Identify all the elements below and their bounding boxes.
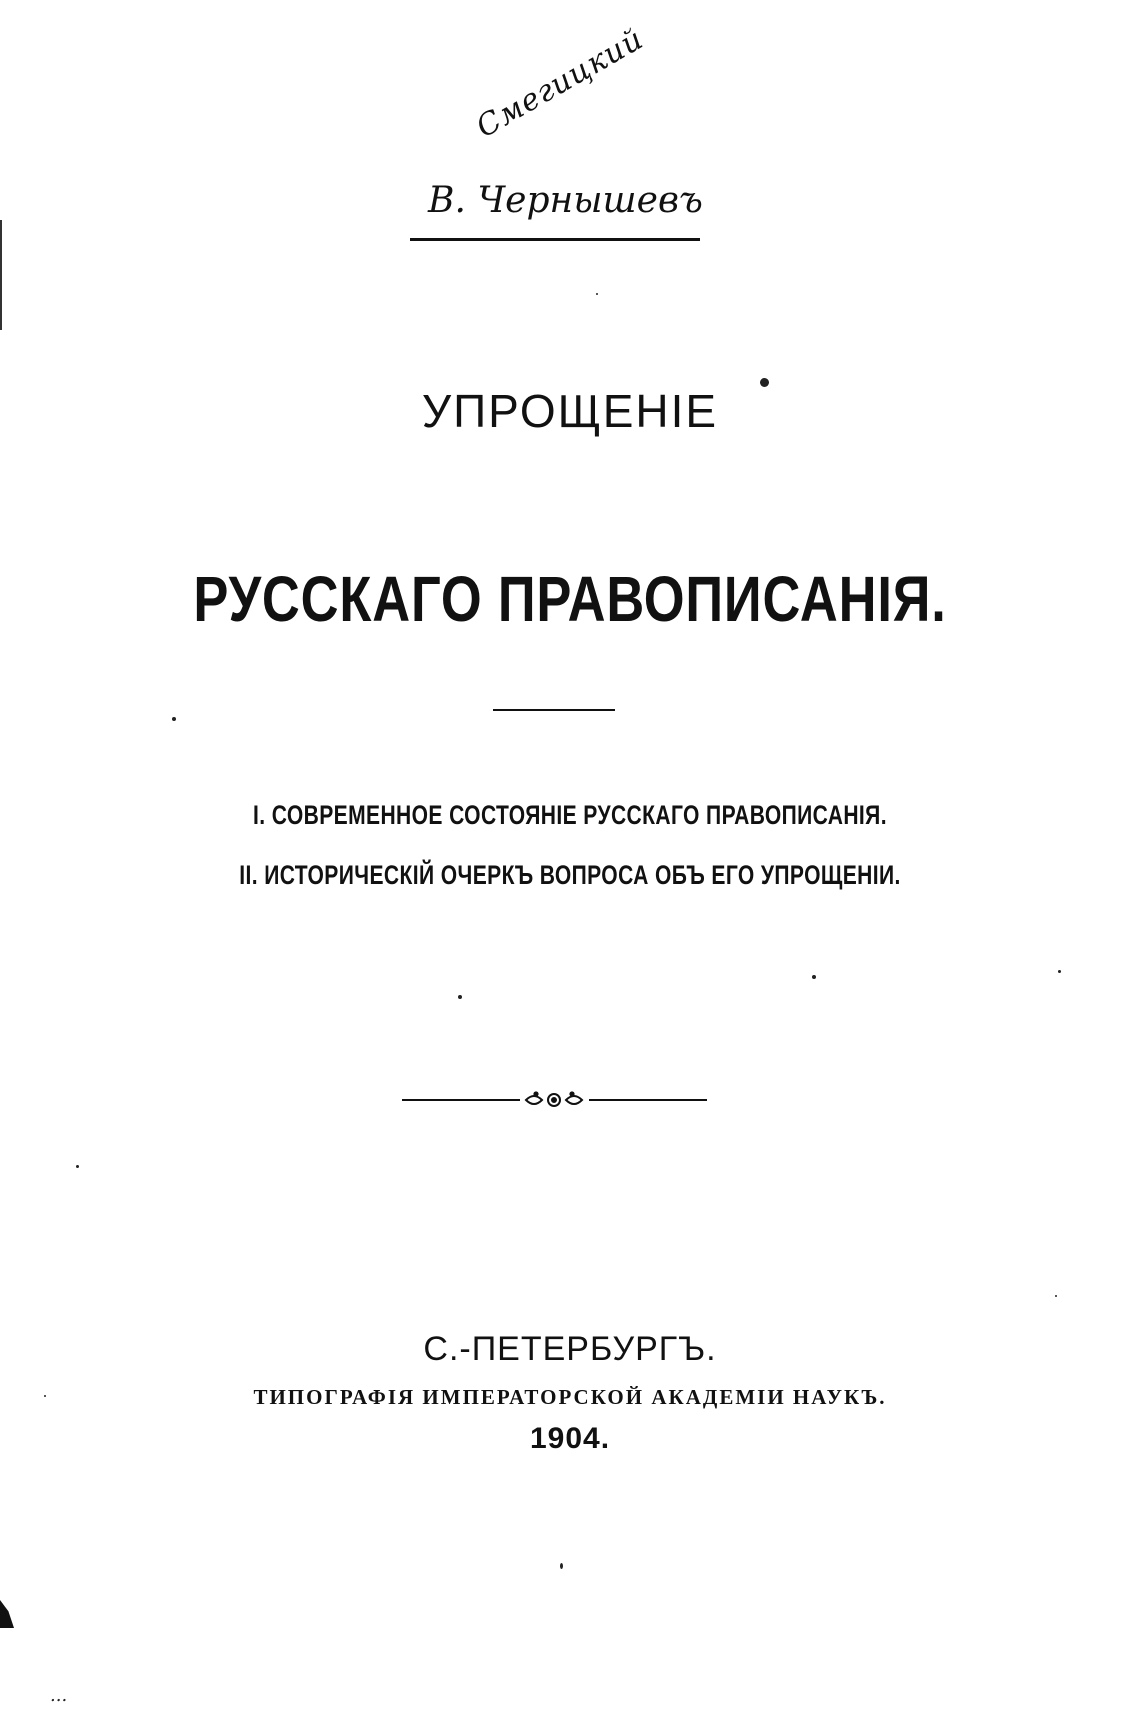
ink-speck <box>76 1165 79 1168</box>
ornament-center-icon <box>526 1092 582 1106</box>
handwritten-annotation: Смегицкий <box>470 21 650 145</box>
title-line-2: РУССКАГО ПРАВОПИСАНІЯ. <box>193 563 947 635</box>
author-underline <box>410 238 700 241</box>
imprint-publisher: ТИПОГРАФІЯ ИМПЕРАТОРСКОЙ АКАДЕМІИ НАУКЪ. <box>253 1385 887 1409</box>
ink-speck <box>812 975 816 979</box>
ink-speck <box>458 995 462 999</box>
contents-item-1: I. СОВРЕМЕННОЕ СОСТОЯНІЕ РУССКАГО ПРАВОПИСАНІЯ. <box>253 800 887 830</box>
contents-item-2: II. ИСТОРИЧЕСКІЙ ОЧЕРКЪ ВОПРОСА ОБЪ ЕГО УПРОЩЕНІИ. <box>239 860 901 890</box>
page-edge-mark <box>0 220 2 330</box>
ink-speck <box>44 1395 46 1397</box>
author-name: В. Чернышевъ <box>428 180 703 221</box>
ink-speck <box>1058 970 1061 973</box>
ink-speck <box>760 378 769 387</box>
author-signature-block <box>400 21 710 250</box>
ink-speck <box>1055 1295 1057 1297</box>
ink-speck <box>596 293 598 295</box>
imprint-year: 1904. <box>529 1422 611 1455</box>
ink-speck <box>172 717 176 721</box>
imprint-city: С.-ПЕТЕРБУРГЪ. <box>423 1330 717 1368</box>
corner-ink-mark <box>0 1600 14 1628</box>
title-divider <box>493 709 615 711</box>
title-line-1: УПРОЩЕНІЕ <box>421 385 719 437</box>
bottom-scribble: ... <box>50 1685 68 1706</box>
ornamental-rule <box>402 1084 707 1116</box>
ink-speck <box>560 1563 563 1569</box>
